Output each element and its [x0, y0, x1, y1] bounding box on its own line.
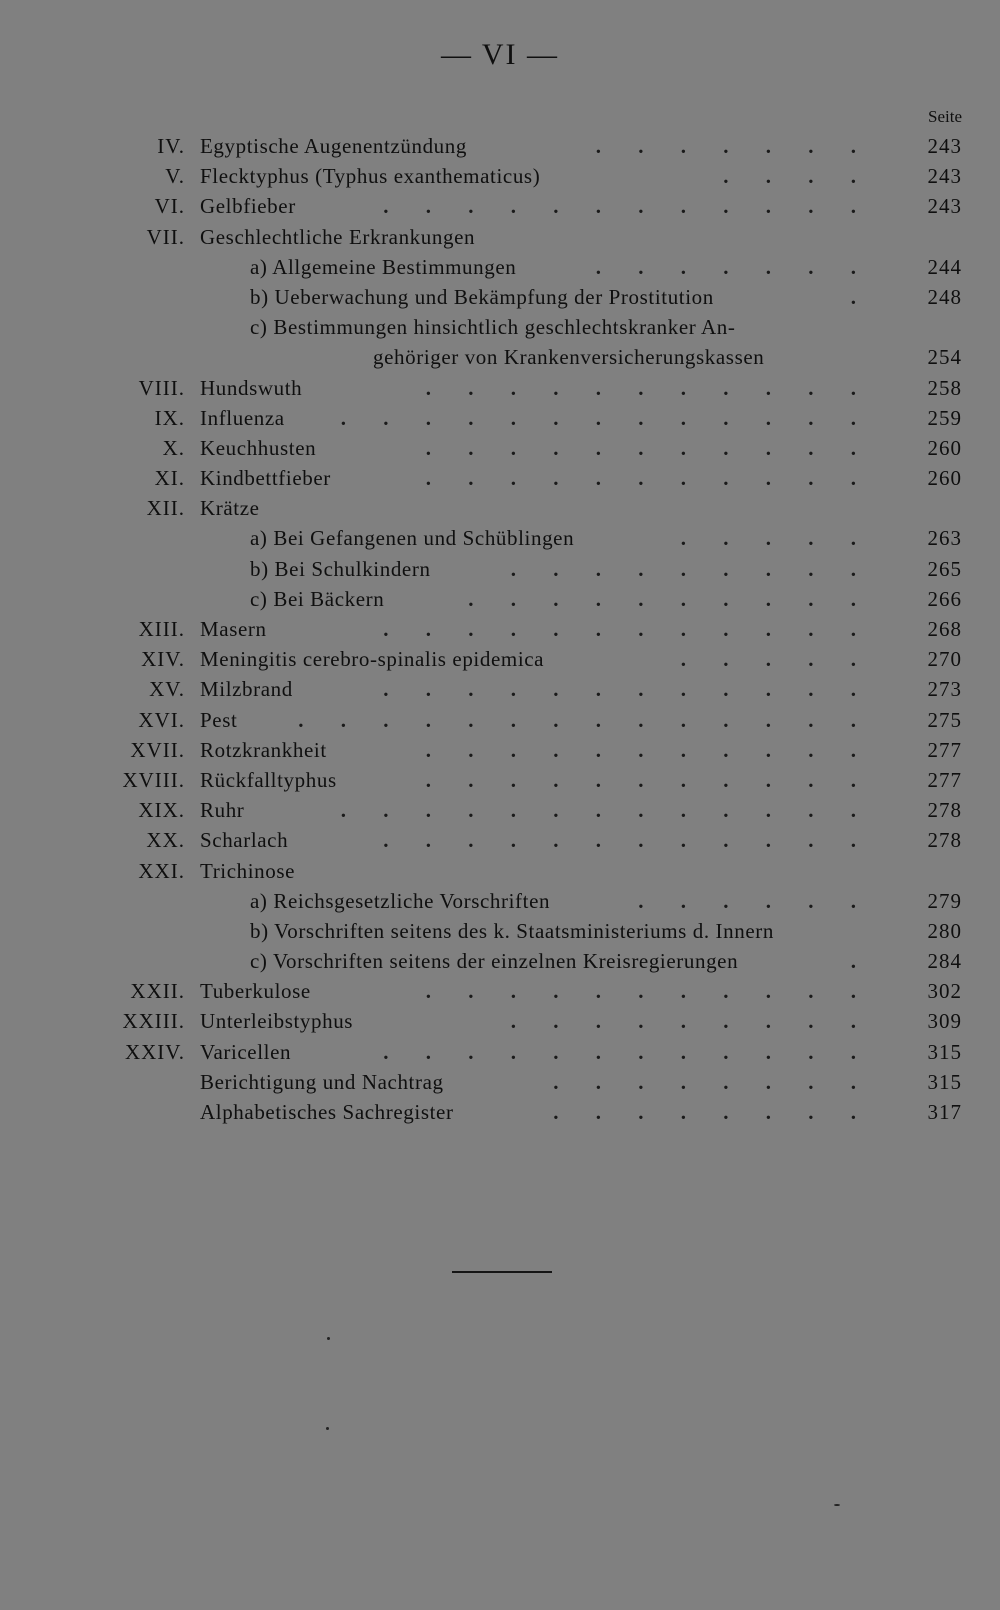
- toc-entry: [0, 312, 1000, 342]
- toc-entry-page: 278: [927, 798, 962, 823]
- toc-entry-title: Kindbettfieber: [200, 466, 331, 491]
- toc-leader-dots: . . . . . . .: [595, 254, 872, 279]
- toc-entry-title: c) Vorschriften seitens der einzelnen Kreisregierungen: [250, 949, 739, 974]
- toc-entry: [0, 674, 1000, 704]
- toc-entry-number: XX.: [146, 828, 185, 853]
- toc-entry: [0, 373, 1000, 403]
- toc-entry-number: XVIII.: [122, 767, 185, 792]
- toc-entry-number: XXIII.: [122, 1009, 185, 1034]
- page-number: — VI —: [440, 38, 560, 71]
- toc-entry: [0, 946, 1000, 976]
- toc-entry-page: 265: [927, 556, 962, 581]
- toc-entry-page: 315: [927, 1039, 962, 1064]
- toc-entry-page: 260: [927, 466, 962, 491]
- toc-entry-number: VI.: [154, 194, 185, 219]
- toc-entry: [0, 976, 1000, 1006]
- toc-entry-title: Rotzkrankheit: [200, 737, 327, 762]
- toc-entry-page: 266: [927, 586, 962, 611]
- toc-entry-title: Berichtigung und Nachtrag: [200, 1069, 444, 1094]
- toc-entry-page: 258: [927, 375, 962, 400]
- toc-entry-page: 260: [927, 435, 962, 460]
- toc-entry: [0, 795, 1000, 825]
- toc-entry: [0, 433, 1000, 463]
- toc-entry-page: 315: [927, 1069, 962, 1094]
- toc-entry-number: V.: [165, 164, 185, 189]
- toc-entry-title: Gelbfieber: [200, 194, 296, 219]
- toc-entry: [0, 886, 1000, 916]
- toc-entry-page: 284: [927, 949, 962, 974]
- toc-entry-page: 243: [927, 134, 962, 158]
- toc-entry-title: Rückfalltyphus: [200, 767, 337, 792]
- toc-entry-title: Milzbrand: [200, 677, 293, 702]
- toc-entry-number: XII.: [146, 496, 185, 521]
- toc-entry-page: 317: [927, 1100, 962, 1124]
- toc-entry-title: Flecktyphus (Typhus exanthematicus): [200, 164, 541, 189]
- toc-leader-dots: . . . . . . . . . . . . . .: [298, 707, 872, 732]
- toc-leader-dots: . . . . .: [680, 526, 872, 551]
- toc-leader-dots: . . . . . .: [638, 888, 872, 913]
- toc-entry-page: 280: [927, 918, 962, 943]
- toc-entry-title: Influenza: [200, 405, 285, 430]
- print-speck: [834, 1504, 840, 1506]
- toc-entry: [0, 191, 1000, 221]
- toc-entry: [0, 222, 1000, 252]
- toc-entry-title: Geschlechtliche Erkrankungen: [200, 224, 476, 249]
- toc-leader-dots: . . . . . . . . . .: [468, 586, 872, 611]
- toc-entry: [0, 614, 1000, 644]
- toc-leader-dots: . . . . . . . . . . . . .: [340, 405, 872, 430]
- table-of-contents: [0, 131, 1000, 1127]
- toc-leader-dots: . . . . . . . . .: [510, 556, 872, 581]
- toc-entry-number: X.: [162, 435, 185, 460]
- toc-entry: [0, 916, 1000, 946]
- toc-leader-dots: .: [850, 284, 872, 309]
- toc-entry-title: gehöriger von Krankenversicherungskassen: [373, 345, 765, 370]
- toc-leader-dots: . . . . . . . .: [553, 1100, 872, 1124]
- toc-leader-dots: .: [850, 949, 872, 974]
- toc-entry-number: XI.: [154, 466, 185, 491]
- toc-entry: [0, 1006, 1000, 1036]
- toc-entry-page: 243: [927, 164, 962, 189]
- toc-entry: [0, 342, 1000, 372]
- toc-entry-number: XVI.: [138, 707, 185, 732]
- seite-column-label: Seite: [928, 107, 962, 126]
- toc-leader-dots: . . . .: [723, 164, 872, 189]
- toc-entry-number: IX.: [154, 405, 185, 430]
- toc-entry-title: a) Bei Gefangenen und Schüblingen: [250, 526, 575, 551]
- toc-entry-title: Meningitis cerebro-spinalis epidemica: [200, 647, 545, 672]
- toc-entry-number: XXI.: [138, 858, 185, 883]
- toc-entry: [0, 161, 1000, 191]
- toc-entry: [0, 1037, 1000, 1067]
- toc-leader-dots: . . . . . . . . . . .: [425, 767, 872, 792]
- toc-entry-page: 270: [927, 647, 962, 672]
- toc-entry-page: 243: [927, 194, 962, 219]
- toc-entry: [0, 131, 1000, 161]
- toc-leader-dots: . . . . . . . . . . .: [425, 979, 872, 1004]
- toc-entry: [0, 252, 1000, 282]
- toc-leader-dots: . . . . . . . . .: [510, 1009, 872, 1034]
- toc-entry: [0, 735, 1000, 765]
- toc-entry-title: b) Ueberwachung und Bekämpfung der Prostitution: [250, 284, 714, 309]
- toc-leader-dots: . . . . . . . . . . . .: [383, 828, 872, 853]
- toc-entry-title: Hundswuth: [200, 375, 303, 400]
- toc-entry-title: b) Vorschriften seitens des k. Staatsministeriums d. Innern: [250, 918, 774, 943]
- toc-leader-dots: . . . . . . . . . . . .: [383, 617, 872, 641]
- toc-entry-page: 259: [927, 405, 962, 430]
- toc-leader-dots: . . . . . . . . . . . .: [383, 194, 872, 219]
- toc-leader-dots: . . . . . . . . . . .: [425, 375, 872, 400]
- toc-leader-dots: . . . . . . .: [595, 134, 872, 158]
- toc-entry: [0, 403, 1000, 433]
- toc-entry-page: 277: [927, 737, 962, 762]
- toc-leader-dots: . . . . .: [680, 647, 872, 672]
- toc-entry: [0, 1097, 1000, 1127]
- toc-entry-page: 279: [927, 888, 962, 913]
- toc-leader-dots: . . . . . . . . . . . . .: [340, 798, 872, 823]
- toc-entry-title: Ruhr: [200, 798, 245, 823]
- toc-entry-page: 273: [927, 677, 962, 702]
- toc-entry-title: Tuberkulose: [200, 979, 311, 1004]
- toc-entry-title: Egyptische Augenentzündung: [200, 134, 467, 158]
- toc-entry: [0, 825, 1000, 855]
- toc-entry: [0, 463, 1000, 493]
- closing-rule: [452, 1271, 552, 1273]
- toc-entry: [0, 856, 1000, 886]
- toc-entry-number: IV.: [157, 134, 185, 158]
- toc-leader-dots: . . . . . . . . . . . .: [383, 1039, 872, 1064]
- toc-entry-title: Scharlach: [200, 828, 289, 853]
- toc-entry-title: a) Reichsgesetzliche Vorschriften: [250, 888, 551, 913]
- toc-entry-page: 244: [927, 254, 962, 279]
- toc-entry-title: Masern: [200, 617, 267, 641]
- toc-entry-title: Alphabetisches Sachregister: [200, 1100, 454, 1124]
- toc-entry: [0, 282, 1000, 312]
- toc-entry-title: Keuchhusten: [200, 435, 317, 460]
- toc-entry-page: 278: [927, 828, 962, 853]
- toc-entry-number: XXII.: [130, 979, 185, 1004]
- toc-entry-title: Unterleibstyphus: [200, 1009, 354, 1034]
- toc-entry-title: Krätze: [200, 496, 260, 521]
- toc-entry-page: 309: [927, 1009, 962, 1034]
- toc-entry: [0, 554, 1000, 584]
- toc-entry-number: VIII.: [138, 375, 185, 400]
- toc-entry: [0, 644, 1000, 674]
- toc-entry-number: XIV.: [141, 647, 185, 672]
- toc-entry-title: c) Bei Bäckern: [250, 586, 385, 611]
- toc-entry-title: Trichinose: [200, 858, 296, 883]
- toc-entry-page: 248: [927, 284, 962, 309]
- toc-entry-number: VII.: [146, 224, 185, 249]
- toc-entry: [0, 584, 1000, 614]
- toc-entry: [0, 705, 1000, 735]
- toc-entry: [0, 765, 1000, 795]
- print-speck: [326, 1427, 329, 1430]
- toc-entry-page: 263: [927, 526, 962, 551]
- toc-entry: [0, 1067, 1000, 1097]
- toc-entry-number: XVII.: [130, 737, 185, 762]
- toc-entry-title: Pest: [200, 707, 238, 732]
- toc-entry-title: a) Allgemeine Bestimmungen: [250, 254, 517, 279]
- toc-leader-dots: . . . . . . . . . . .: [425, 737, 872, 762]
- toc-leader-dots: . . . . . . . . . . .: [425, 466, 872, 491]
- toc-leader-dots: . . . . . . . .: [553, 1069, 872, 1094]
- toc-entry-number: XIII.: [138, 617, 185, 641]
- print-speck: [327, 1337, 330, 1340]
- toc-entry-title: b) Bei Schulkindern: [250, 556, 431, 581]
- toc-entry-title: c) Bestimmungen hinsichtlich geschlechtskranker An-: [250, 315, 736, 340]
- toc-entry-page: 268: [927, 617, 962, 641]
- toc-entry-number: XIX.: [138, 798, 185, 823]
- toc-leader-dots: . . . . . . . . . . .: [425, 435, 872, 460]
- toc-leader-dots: . . . . . . . . . . . .: [383, 677, 872, 702]
- toc-entry-page: 275: [927, 707, 962, 732]
- toc-entry-number: XV.: [149, 677, 185, 702]
- toc-entry-page: 277: [927, 767, 962, 792]
- toc-entry-number: XXIV.: [124, 1039, 185, 1064]
- toc-entry-title: Varicellen: [200, 1039, 292, 1064]
- toc-entry: [0, 523, 1000, 553]
- toc-entry-page: 254: [927, 345, 962, 370]
- toc-entry-page: 302: [927, 979, 962, 1004]
- toc-entry: [0, 493, 1000, 523]
